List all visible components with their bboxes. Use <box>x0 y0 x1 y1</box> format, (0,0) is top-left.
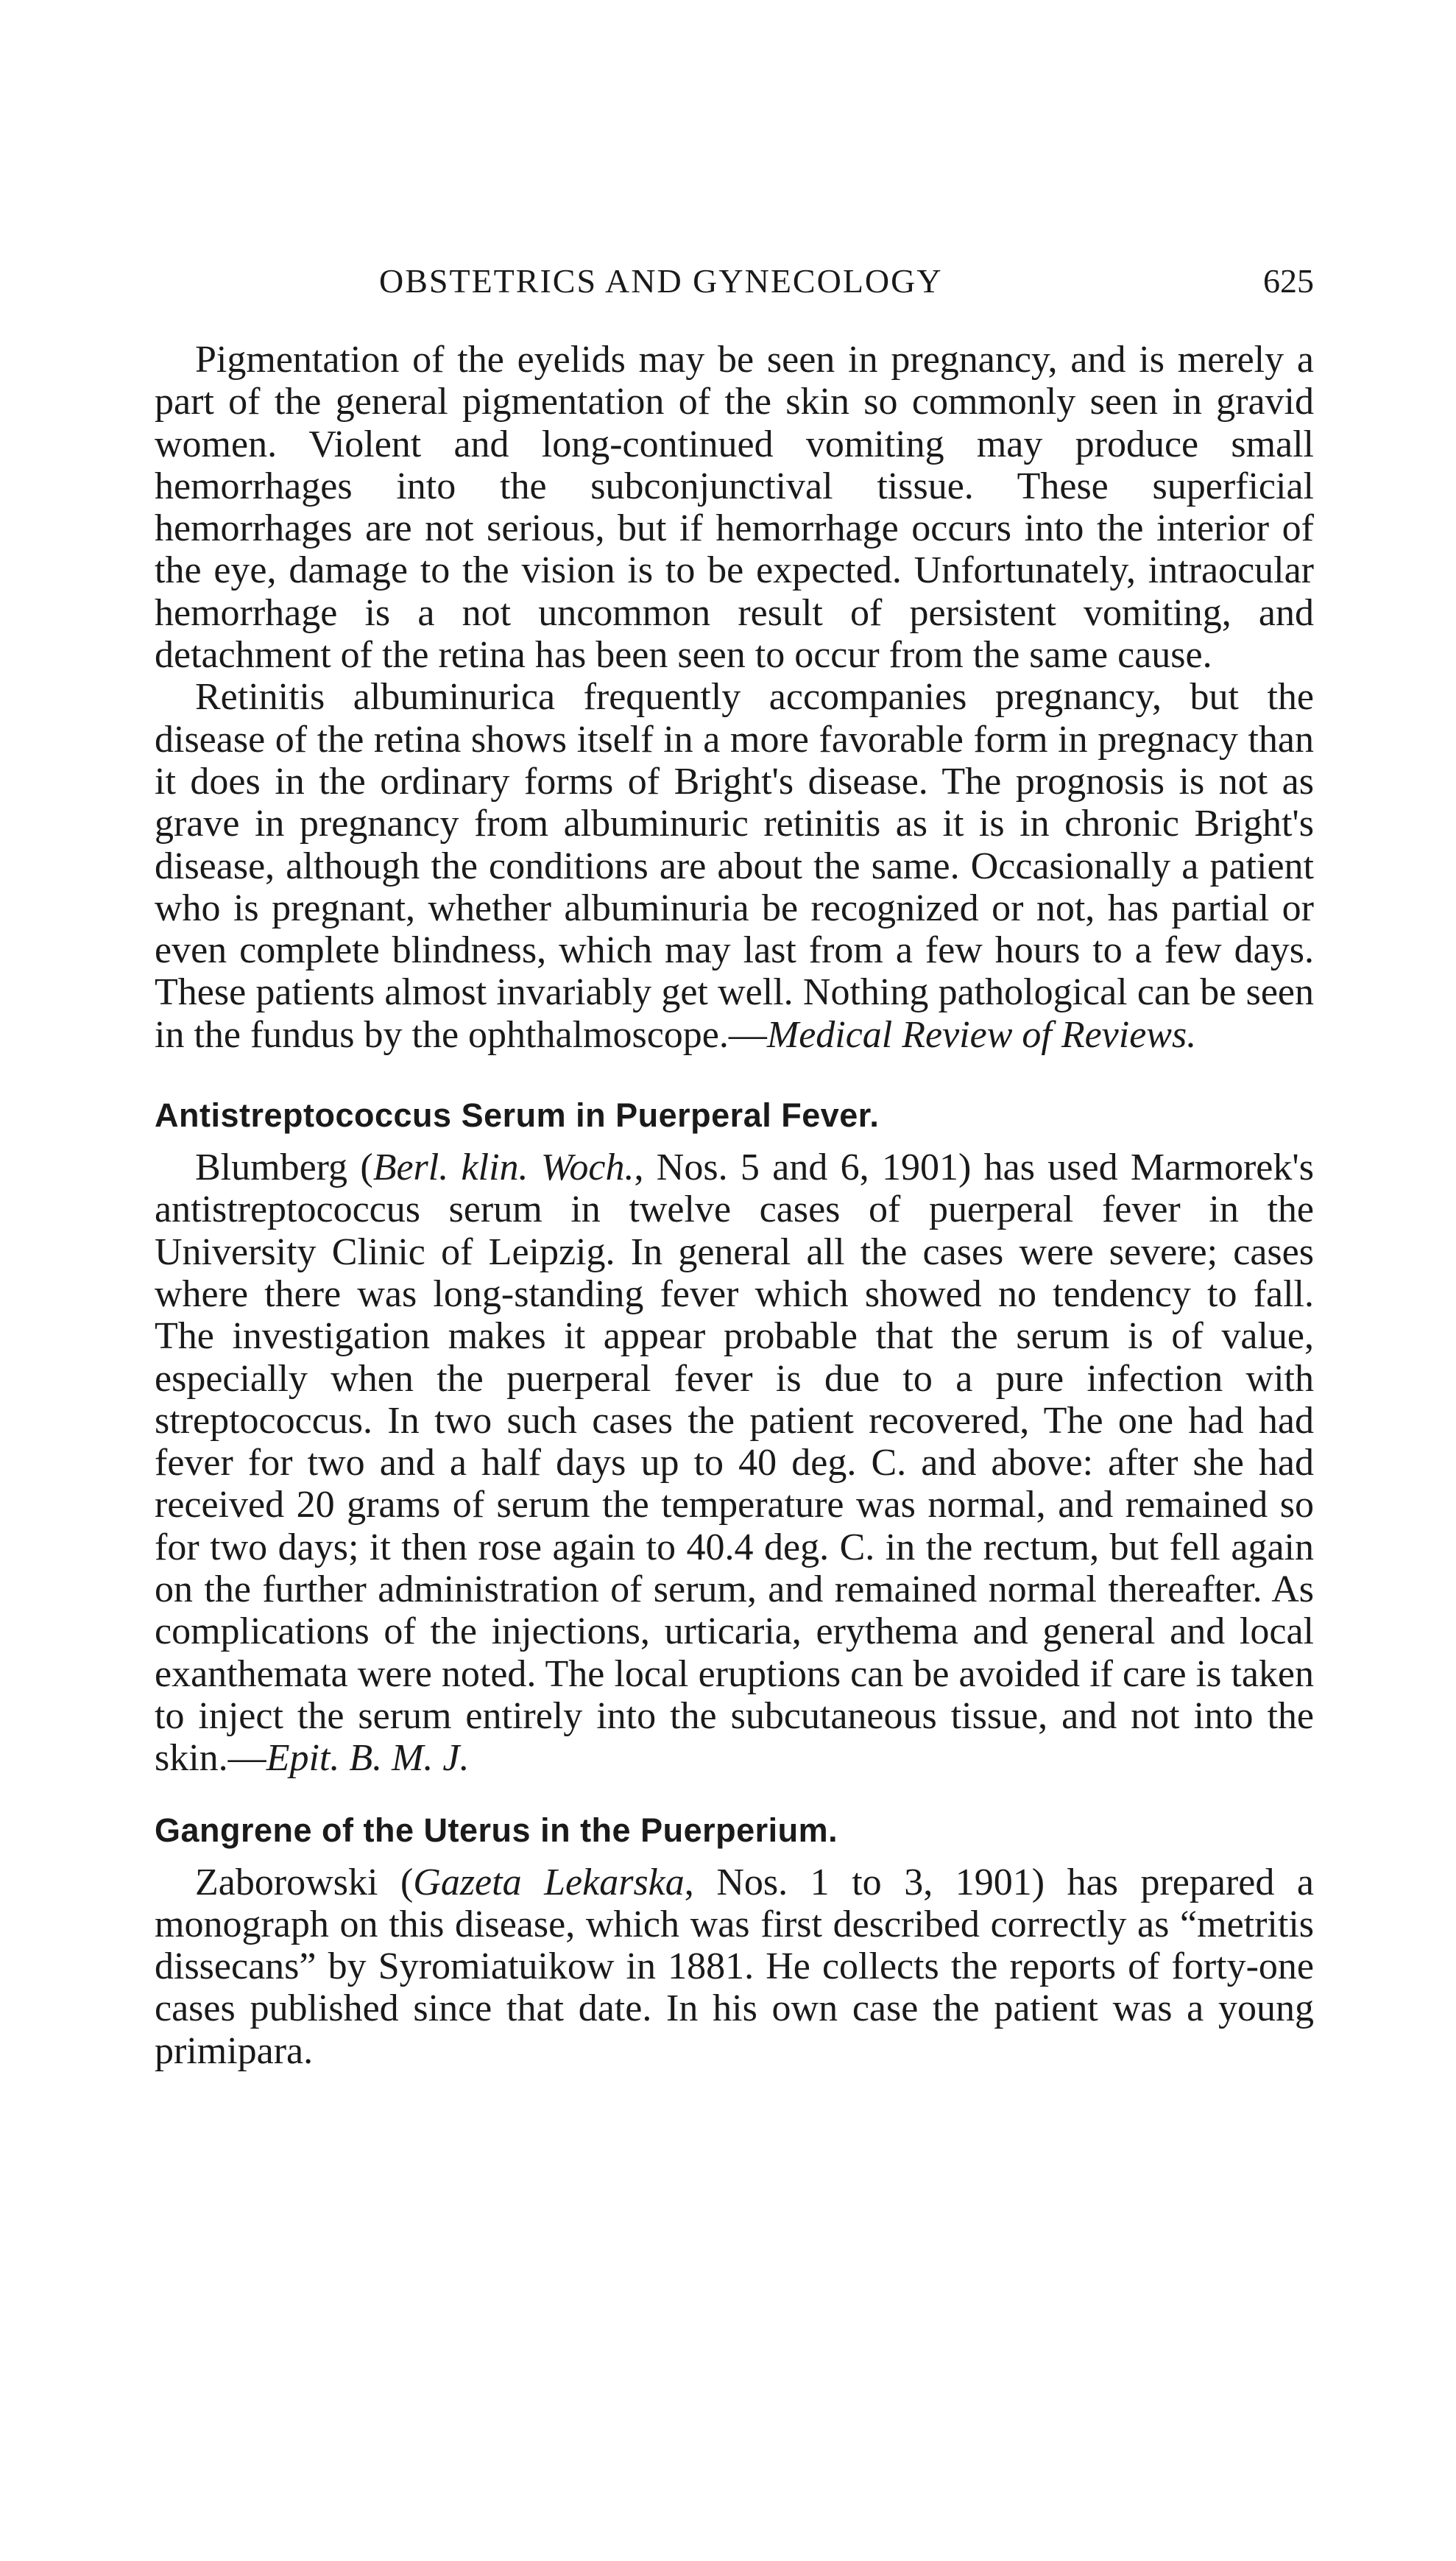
paragraph-zaborowski <box>155 1861 1314 2072</box>
paragraph-text: , Nos. 5 and 6, 1901) has used Marmorek's antistreptococcus serum in twelve cases of puerperal fever in the University Clinic of Leipzig. In general all the cases were severe; cases where there was long-standing fever which showed no tendency to fall. The investigation makes it appear probable that the serum is of value, especially when the puerperal fever is due to a pure infection with streptococcus. In two such cases the patient recovered, The one had had fever for two and a half days up to 40 deg. C. and above: after she had received 20 grams of serum the temperature was normal, and remained so for two days; it then rose again to 40.4 deg. C. in the rectum, but fell again on the further administration of serum, and remained normal thereafter. As complications of the injections, urticaria, erythema and general and local exanthemata were noted. The local eruptions can be avoided if care is taken to inject the serum entirely into the subcutaneous tissue, and not into the skin.— <box>155 1146 1314 1780</box>
journal-citation: Gazeta Lekarska <box>413 1861 685 1903</box>
page-header <box>155 259 1314 303</box>
source-citation: Medical Review of Reviews. <box>766 1013 1197 1056</box>
paragraph-retinitis-albuminurica <box>155 676 1314 1056</box>
page-body <box>155 339 1314 2072</box>
paragraph-blumberg <box>155 1146 1314 1779</box>
journal-citation: Berl. klin. Woch. <box>372 1146 635 1189</box>
section-heading-antistreptococcus: Antistreptococcus Serum in Puerperal Fever. <box>155 1096 880 1135</box>
paragraph-text: Retinitis albuminurica frequently accompanies pregnancy, but the disease of the retina shows itself in a more favorable form in pregnacy than it does in the ordinary forms of Bright's disease. The prognosis is not as grave in pregnancy from albuminuric retinitis as it is in chronic Bright's disease, although the conditions are about the same. Occasionally a patient who is pregnant, whether albuminuria be recognized or not, has partial or even complete blindness, which may last from a few hours to a few days. These patients almost invariably get well. Nothing pathological can be seen in the fundus by the ophthalmoscope.— <box>155 676 1314 1056</box>
paragraph-text: , Nos. 1 to 3, 1901) has prepared a monograph on this disease, which was first described correctly as “metritis dissecans” by Syromiatuikow in 1881. He collects the reports of forty-one cases published since that date. In his own case the patient was a young primipara. <box>155 1861 1314 2072</box>
source-citation: Epit. B. M. J. <box>266 1737 470 1780</box>
paragraph-eyelid-pigmentation: Pigmentation of the eyelids may be seen in pregnancy, and is merely a part of the general pigmentation of the skin so commonly seen in gravid women. Violent and long-continued vomiting may produce small hemorrhages into the subconjunctival tissue. These superficial hemorrhages are not serious, but if hemorrhage occurs into the interior of the eye, damage to the vision is to be expected. Unfortunately, intraocular hemorrhage is a not uncommon result of persistent vomiting, and detachment of the retina has been seen to occur from the same cause. <box>155 339 1314 677</box>
running-title: OBSTETRICS AND GYNECOLOGY <box>379 262 943 300</box>
book-page <box>155 0 1314 2561</box>
paragraph-text: Zaborowski ( <box>195 1861 414 1903</box>
page-number: 625 <box>1263 262 1314 300</box>
section-heading-gangrene: Gangrene of the Uterus in the Puerperium. <box>155 1811 838 1849</box>
paragraph-text: Blumberg ( <box>195 1146 373 1189</box>
